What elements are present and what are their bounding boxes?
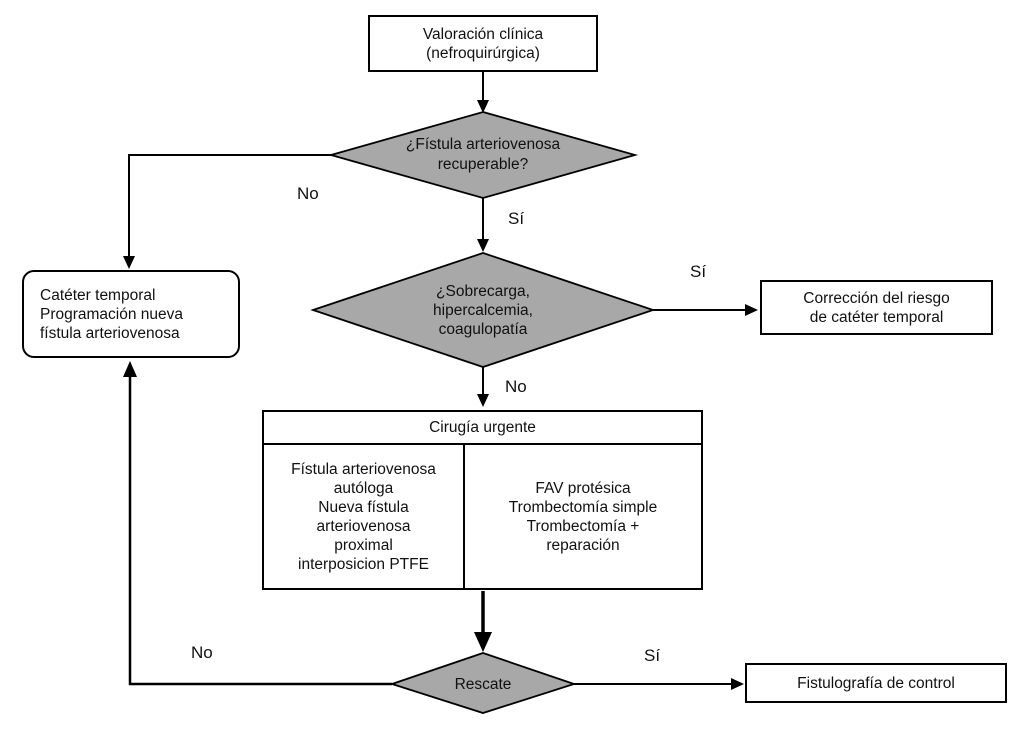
node-temporal-catheter-line: Programación nueva xyxy=(40,305,184,323)
decision-recoverable-line: ¿Fístula arteriovenosa xyxy=(405,136,561,153)
decision-overload-line: hipercalcemia, xyxy=(433,302,533,319)
node-risk-correction xyxy=(760,280,993,335)
arrowhead-down-icon xyxy=(474,632,492,652)
decision-overload-label xyxy=(313,282,653,339)
connector-recoverable-no-to-catheter xyxy=(129,155,331,257)
node-risk-correction-line: de catéter temporal xyxy=(809,308,944,326)
decision-overload-line: ¿Sobrecarga, xyxy=(436,283,530,300)
surgery-table xyxy=(262,410,703,590)
decision-recoverable-label xyxy=(333,135,633,175)
edge-label-overload-no: No xyxy=(505,377,527,396)
surgery-left-cell-line: autóloga xyxy=(333,479,394,497)
node-risk-correction-line: Corrección del riesgo xyxy=(803,289,950,307)
arrowhead-down-icon xyxy=(477,239,489,252)
arrowhead-down-icon xyxy=(123,256,135,269)
decision-rescue-label: Rescate xyxy=(454,676,512,693)
node-clinical-assessment-line: (nefroquirúrgica) xyxy=(426,44,540,62)
node-temporal-catheter xyxy=(22,270,240,358)
surgery-right-cell-line: FAV protésica xyxy=(535,479,631,497)
edge-label-rescue-no: No xyxy=(191,643,213,662)
edge-label-recoverable-yes: Sí xyxy=(508,209,525,228)
node-temporal-catheter-line: fístula arteriovenosa xyxy=(40,324,180,342)
arrowhead-right-icon xyxy=(745,304,758,316)
node-clinical-assessment-line: Valoración clínica xyxy=(422,25,544,43)
arrowhead-down-icon xyxy=(477,100,489,113)
surgery-right-cell xyxy=(465,445,701,588)
arrowhead-right-icon xyxy=(731,678,744,690)
edge-label-rescue-yes: Sí xyxy=(644,646,661,665)
edge-label-recoverable-no: No xyxy=(297,184,319,203)
surgery-left-cell-line: Fístula arteriovenosa xyxy=(291,460,436,478)
decision-recoverable-line: recuperable? xyxy=(437,156,529,173)
surgery-left-cell-line: Nueva fístula xyxy=(318,498,409,516)
node-temporal-catheter-line: Catéter temporal xyxy=(40,286,156,304)
surgery-table-body xyxy=(264,445,701,588)
edge-label-overload-yes: Sí xyxy=(690,262,707,281)
surgery-right-cell-line: Trombectomía simple xyxy=(508,498,658,516)
surgery-left-cell-line: arteriovenosa xyxy=(316,517,411,535)
surgery-left-cell xyxy=(264,445,465,588)
arrowhead-down-icon xyxy=(477,394,489,407)
surgery-right-cell-line: Trombectomía + xyxy=(526,517,640,535)
surgery-left-cell-line: proximal xyxy=(334,536,393,554)
arrowhead-up-icon xyxy=(123,361,137,377)
decision-overload-line: coagulopatía xyxy=(438,321,528,338)
surgery-table-header: Cirugía urgente xyxy=(264,412,701,445)
surgery-left-cell-line: interposicion PTFE xyxy=(298,555,429,573)
node-clinical-assessment xyxy=(368,15,598,72)
node-control-fistulography: Fistulografía de control xyxy=(745,663,1007,703)
surgery-right-cell-line: reparación xyxy=(546,536,620,554)
